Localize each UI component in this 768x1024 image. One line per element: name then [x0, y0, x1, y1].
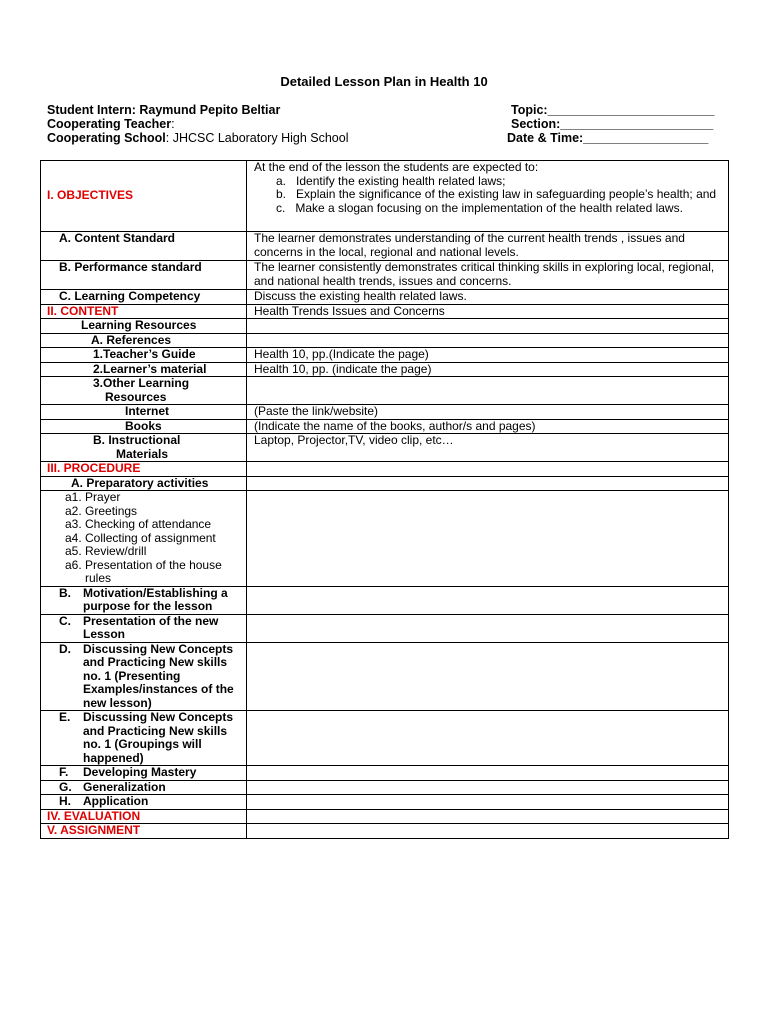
- performance-standard-cell: The learner consistently demonstrates critical thinking skills in exploring local, regional, and national health trends, issues and concerns.: [247, 261, 729, 290]
- motivation-label: [47, 587, 240, 614]
- empty-cell: [247, 711, 729, 766]
- item-key: E.: [59, 710, 71, 724]
- table-row: [41, 766, 729, 781]
- list-item: a2. Greetings: [65, 503, 138, 518]
- empty-cell: [247, 642, 729, 711]
- books-label-cell: [41, 419, 247, 434]
- list-item: a3. Checking of attendance: [65, 517, 212, 531]
- teachers-guide-label: 1.Teacher’s Guide: [93, 347, 196, 361]
- empty-cell: [247, 462, 729, 477]
- list-item: a1. Prayer: [65, 490, 121, 504]
- empty-cell: [247, 586, 729, 614]
- presentation-label: [47, 615, 240, 642]
- generalization-label: [47, 781, 240, 795]
- table-row: [41, 795, 729, 810]
- objectives-intro: At the end of the lesson the students are expected to:: [254, 160, 539, 174]
- cooperating-school-value: : JHCSC Laboratory High School: [165, 131, 349, 145]
- evaluation-label-cell: [41, 809, 247, 824]
- date-time-field: Date & Time:__________________: [507, 131, 709, 145]
- content-standard-label: A. Content Standard: [59, 231, 175, 245]
- table-row: [41, 642, 729, 711]
- objectives-cell: [247, 161, 729, 232]
- empty-cell: [247, 319, 729, 334]
- books-label: Books: [125, 418, 162, 433]
- internet-cell: (Paste the link/website): [247, 405, 729, 420]
- empty-cell: [247, 333, 729, 348]
- section-field: Section:______________________: [511, 117, 714, 131]
- objective-key: b.: [276, 187, 287, 201]
- table-row: [41, 290, 729, 305]
- motivation-label-cell: [41, 586, 247, 614]
- table-row: [41, 434, 729, 462]
- procedure-label-cell: [41, 462, 247, 477]
- application-label-cell: [41, 795, 247, 810]
- discussing-2-label: [47, 711, 240, 765]
- table-row: [41, 711, 729, 766]
- item-key: H.: [59, 794, 71, 808]
- item-text: Presentation of the new Lesson: [83, 613, 219, 641]
- assignment-label-cell: [41, 824, 247, 839]
- content-label-cell: [41, 304, 247, 319]
- evaluation-label: IV. EVALUATION: [47, 808, 141, 823]
- empty-cell: [247, 766, 729, 781]
- table-row: [41, 405, 729, 420]
- table-row: [41, 319, 729, 334]
- content-standard-label-cell: [41, 232, 247, 261]
- learners-material-label: 2.Learner’s material: [93, 361, 207, 376]
- generalization-label-cell: [41, 780, 247, 795]
- empty-cell: [247, 809, 729, 824]
- page-title: Detailed Lesson Plan in Health 10: [280, 74, 488, 89]
- teachers-guide-label-cell: [41, 348, 247, 363]
- instructional-label-cell: [41, 434, 247, 462]
- discussing-2-label-cell: [41, 711, 247, 766]
- books-cell: (Indicate the name of the books, author/s and pages): [247, 419, 729, 434]
- instructional-cell: Laptop, Projector,TV, video clip, etc…: [247, 434, 729, 462]
- performance-standard-label-cell: [41, 261, 247, 290]
- table-row: [41, 614, 729, 642]
- item-key: C.: [59, 613, 71, 628]
- learners-material-cell: Health 10, pp. (indicate the page): [247, 362, 729, 377]
- table-row: [41, 491, 729, 587]
- empty-cell: [247, 824, 729, 839]
- table-row: [41, 333, 729, 348]
- references-label: A. References: [91, 332, 172, 347]
- item-text: Motivation/Establishing a purpose for the lesson: [83, 585, 228, 613]
- cooperating-teacher-label: Cooperating Teacher: [47, 117, 172, 131]
- table-row: [41, 824, 729, 839]
- list-item: [254, 175, 722, 189]
- discussing-1-label-cell: [41, 642, 247, 711]
- teachers-guide-cell: Health 10, pp.(Indicate the page): [247, 348, 729, 363]
- presentation-label-cell: [41, 614, 247, 642]
- internet-label: Internet: [125, 404, 170, 418]
- table-row: [41, 261, 729, 290]
- application-label: [47, 795, 240, 809]
- objective-text: Identify the existing health related laws;: [296, 173, 506, 188]
- item-key: D.: [59, 641, 71, 656]
- topic-field: Topic:________________________: [511, 103, 715, 117]
- table-row: [41, 780, 729, 795]
- item-text: Application: [83, 794, 149, 808]
- preparatory-label: A. Preparatory activities: [71, 475, 209, 490]
- internet-label-cell: [41, 405, 247, 420]
- learning-competency-label-cell: [41, 290, 247, 305]
- other-resources-label-cell: [41, 377, 247, 405]
- empty-cell: [247, 377, 729, 405]
- content-standard-cell: The learner demonstrates understanding of the current health trends , issues and concerns in the local, regional and national levels.: [247, 232, 729, 261]
- empty-cell: [247, 476, 729, 491]
- performance-standard-label: B. Performance standard: [59, 260, 202, 274]
- learning-resources-label: Learning Resources: [81, 318, 197, 332]
- table-row: [41, 809, 729, 824]
- activities-cell: [41, 491, 247, 587]
- content-cell: Health Trends Issues and Concerns: [247, 304, 729, 319]
- list-item: [254, 202, 722, 216]
- cooperating-teacher: [47, 117, 175, 131]
- cooperating-teacher-colon: :: [171, 117, 175, 131]
- lesson-plan-table: [40, 160, 729, 839]
- item-text: Developing Mastery: [83, 765, 197, 779]
- instructional-label-2: Materials: [116, 446, 169, 461]
- student-intern: Student Intern: Raymund Pepito Beltiar: [47, 103, 281, 117]
- learning-competency-label: C. Learning Competency: [59, 289, 201, 303]
- cooperating-school-label: Cooperating School: [47, 131, 166, 145]
- learners-material-label-cell: [41, 362, 247, 377]
- objectives-label: I. OBJECTIVES: [47, 188, 134, 203]
- table-row: [41, 161, 729, 232]
- objectives-label-cell: [41, 161, 247, 232]
- item-text: Discussing New Concepts and Practicing New skills no. 1 (Groupings will happened): [83, 710, 234, 765]
- other-resources-label-2: Resources: [105, 389, 167, 404]
- references-label-cell: [41, 333, 247, 348]
- content-label: II. CONTENT: [47, 303, 119, 318]
- item-text: Generalization: [83, 779, 166, 794]
- empty-cell: [247, 491, 729, 587]
- mastery-label: [47, 766, 240, 780]
- item-key: B.: [59, 585, 71, 600]
- list-item: [254, 188, 722, 202]
- list-item: a6. Presentation of the house rules: [65, 557, 222, 585]
- discussing-1-label: [47, 643, 240, 711]
- instructional-label: B. Instructional: [93, 433, 181, 447]
- table-row: [41, 377, 729, 405]
- empty-cell: [247, 795, 729, 810]
- item-key: F.: [59, 765, 69, 779]
- objectives-list: [254, 175, 722, 216]
- objective-text: Explain the significance of the existing law in safeguarding people’s health; and: [296, 187, 717, 201]
- assignment-label: V. ASSIGNMENT: [47, 823, 141, 837]
- table-row: [41, 462, 729, 477]
- table-row: [41, 348, 729, 363]
- procedure-label: III. PROCEDURE: [47, 461, 141, 475]
- learning-resources-label-cell: [41, 319, 247, 334]
- table-row: [41, 586, 729, 614]
- list-item: a5. Review/drill: [65, 544, 147, 558]
- empty-cell: [247, 614, 729, 642]
- item-key: G.: [59, 779, 72, 794]
- learning-competency-cell: Discuss the existing health related laws.: [247, 290, 729, 305]
- table-row: [41, 362, 729, 377]
- empty-cell: [247, 780, 729, 795]
- mastery-label-cell: [41, 766, 247, 781]
- other-resources-label: 3.Other Learning: [93, 376, 190, 390]
- table-row: [41, 476, 729, 491]
- table-row: [41, 304, 729, 319]
- cooperating-school: [47, 131, 348, 145]
- table-row: [41, 232, 729, 261]
- list-item: a4. Collecting of assignment: [65, 530, 216, 545]
- preparatory-label-cell: [41, 476, 247, 491]
- item-text: Discussing New Concepts and Practicing New skills no. 1 (Presenting Examples/instances of the new lesson): [83, 641, 234, 710]
- objective-key: c.: [276, 200, 286, 215]
- objective-key: a.: [276, 173, 287, 188]
- table-row: [41, 419, 729, 434]
- objective-text: Make a slogan focusing on the implementation of the health related laws.: [295, 200, 683, 215]
